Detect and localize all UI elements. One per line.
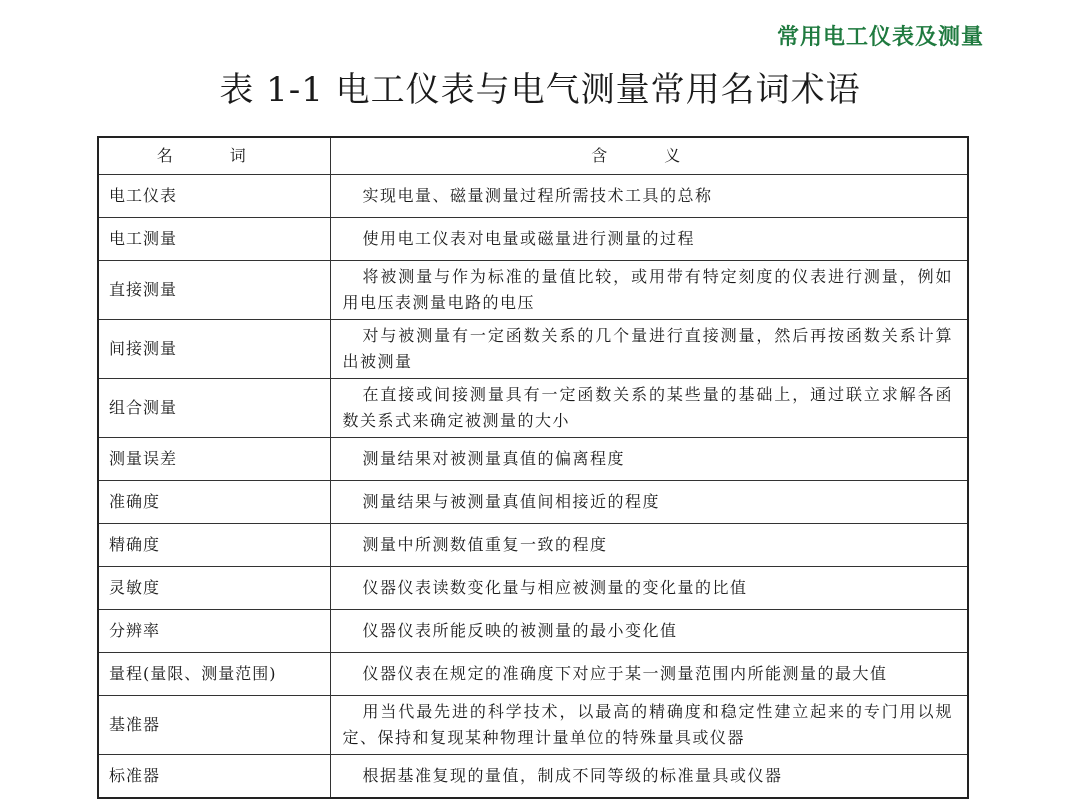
definition-cell: 仪器仪表读数变化量与相应被测量的变化量的比值 (330, 567, 968, 610)
definition-cell: 测量中所测数值重复一致的程度 (330, 524, 968, 567)
table-body (98, 175, 968, 799)
glossary-table-container (97, 136, 967, 799)
table-row (98, 696, 968, 755)
term-cell: 准确度 (98, 481, 330, 524)
table-row (98, 175, 968, 218)
column-header-definition: 含 义 (330, 137, 968, 175)
term-cell: 精确度 (98, 524, 330, 567)
definition-cell: 用当代最先进的科学技术，以最高的精确度和稳定性建立起来的专门用以规定、保持和复现某种物理计量单位的特殊量具或仪器 (330, 696, 968, 755)
definition-cell: 将被测量与作为标准的量值比较，或用带有特定刻度的仪表进行测量，例如用电压表测量电路的电压 (330, 261, 968, 320)
table-row (98, 524, 968, 567)
table-row (98, 481, 968, 524)
header-title: 常用电工仪表及测量 (776, 25, 984, 50)
table-header-row (98, 137, 968, 175)
definition-cell: 在直接或间接测量具有一定函数关系的某些量的基础上，通过联立求解各函数关系式来确定被测量的大小 (330, 379, 968, 438)
table-row (98, 567, 968, 610)
definition-cell: 测量结果对被测量真值的偏离程度 (330, 438, 968, 481)
table-row (98, 218, 968, 261)
glossary-table (97, 136, 969, 799)
table-row (98, 261, 968, 320)
term-cell: 电工测量 (98, 218, 330, 261)
table-row (98, 438, 968, 481)
term-cell: 测量误差 (98, 438, 330, 481)
term-cell: 组合测量 (98, 379, 330, 438)
term-cell: 电工仪表 (98, 175, 330, 218)
table-row (98, 610, 968, 653)
table-row (98, 320, 968, 379)
definition-cell: 测量结果与被测量真值间相接近的程度 (330, 481, 968, 524)
definition-cell: 使用电工仪表对电量或磁量进行测量的过程 (330, 218, 968, 261)
term-cell: 灵敏度 (98, 567, 330, 610)
term-cell: 分辨率 (98, 610, 330, 653)
definition-cell: 实现电量、磁量测量过程所需技术工具的总称 (330, 175, 968, 218)
table-row (98, 755, 968, 799)
term-cell: 直接测量 (98, 261, 330, 320)
term-cell: 间接测量 (98, 320, 330, 379)
table-row (98, 379, 968, 438)
definition-cell: 仪器仪表所能反映的被测量的最小变化值 (330, 610, 968, 653)
definition-cell: 仪器仪表在规定的准确度下对应于某一测量范围内所能测量的最大值 (330, 653, 968, 696)
term-cell: 标准器 (98, 755, 330, 799)
definition-cell: 对与被测量有一定函数关系的几个量进行直接测量，然后再按函数关系计算出被测量 (330, 320, 968, 379)
column-header-term: 名 词 (98, 137, 330, 175)
table-row (98, 653, 968, 696)
table-caption: 表 1-1 电工仪表与电气测量常用名词术语 (219, 70, 861, 110)
term-cell: 基准器 (98, 696, 330, 755)
definition-cell: 根据基准复现的量值，制成不同等级的标准量具或仪器 (330, 755, 968, 799)
term-cell: 量程(量限、测量范围) (98, 653, 330, 696)
